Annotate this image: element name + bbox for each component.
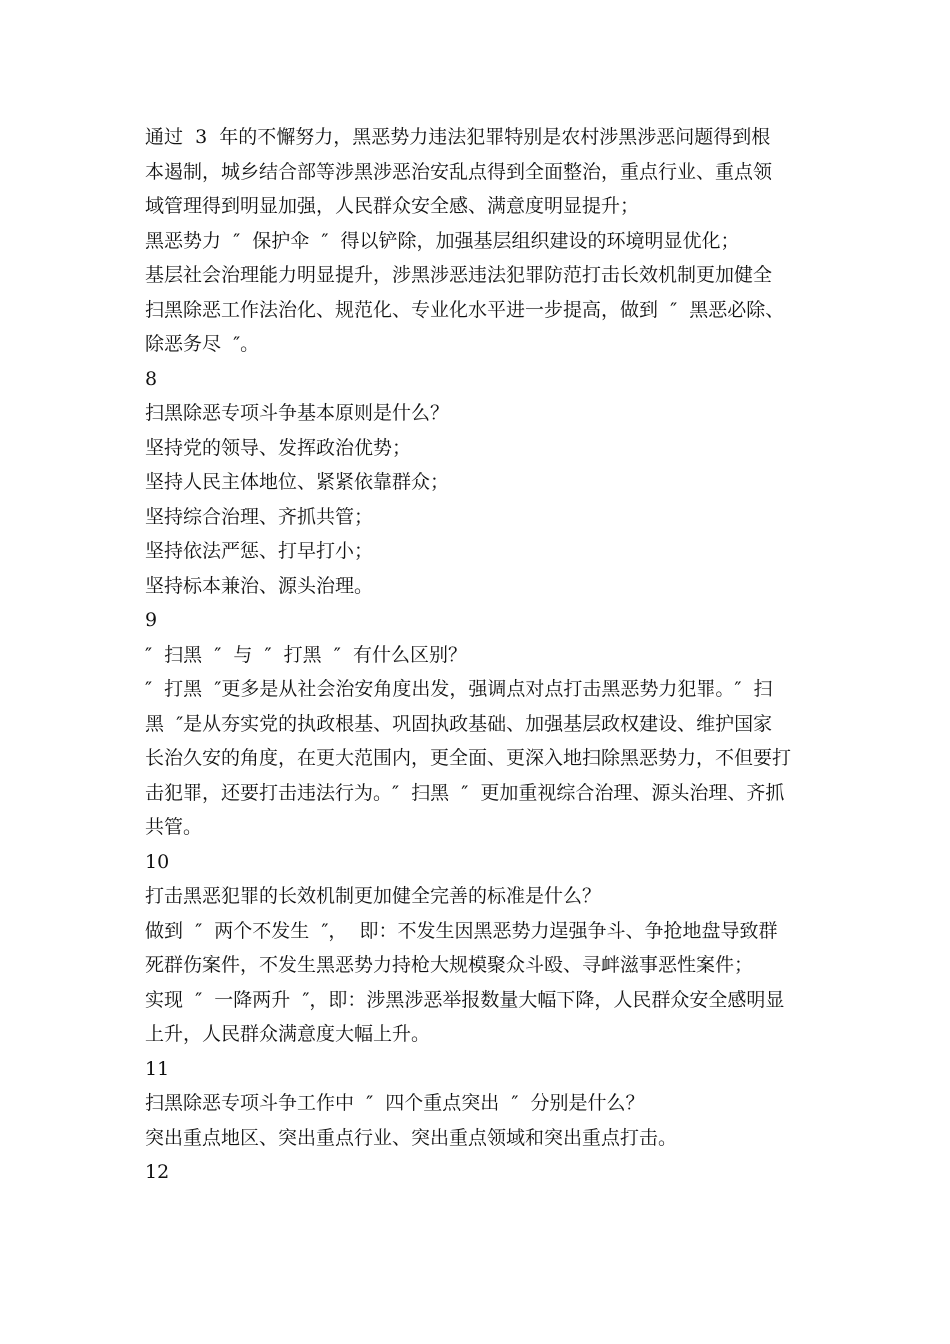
paragraph-line: 基层社会治理能力明显提升，涉黑涉恶违法犯罪防范打击长效机制更加健全	[145, 264, 773, 286]
section-number: 10	[145, 850, 170, 873]
question-heading: 扫黑除恶专项斗争基本原则是什么？	[145, 402, 450, 424]
answer-line: 实现 ″ 一降两升 ″，即：涉黑涉恶举报数量大幅下降，人民群众安全感明显	[145, 988, 785, 1011]
paragraph-line: 除恶务尽 ″。	[145, 333, 260, 355]
answer-line: 坚持人民主体地位、紧紧依靠群众；	[145, 471, 450, 493]
answer-line: ″ 打黑 ″更多是从社会治安角度出发，强调点对点打击黑恶势力犯罪。″ 扫	[145, 678, 773, 700]
document-body	[145, 120, 815, 1190]
section-number: 9	[145, 609, 158, 631]
answer-line: 坚持依法严惩、打早打小；	[145, 540, 374, 562]
question-heading: 打击黑恶犯罪的长效机制更加健全完善的标准是什么？	[145, 885, 602, 907]
section-number: 11	[145, 1057, 170, 1080]
answer-line: 击犯罪，还要打击违法行为。″ 扫黑 ″ 更加重视综合治理、源头治理、齐抓	[145, 781, 785, 804]
paragraph-line: 域管理得到明显加强，人民群众安全感、满意度明显提升；	[145, 195, 640, 217]
answer-line: 坚持标本兼治、源头治理。	[145, 574, 374, 597]
answer-line: 做到 ″ 两个不发生 ″， 即：不发生因黑恶势力逞强争斗、争抢地盘导致群	[145, 919, 778, 942]
paragraph-line: 黑恶势力 ″ 保护伞 ″ 得以铲除，加强基层组织建设的环境明显优化；	[145, 229, 740, 252]
answer-line: 黑 ″是从夯实党的执政根基、巩固执政基础、加强基层政权建设、维护国家	[145, 712, 773, 735]
answer-line: 突出重点地区、突出重点行业、突出重点领域和突出重点打击。	[145, 1126, 678, 1149]
section-number: 12	[145, 1161, 170, 1183]
answer-line: 死群伤案件，不发生黑恶势力持枪大规模聚众斗殴、寻衅滋事恶性案件；	[145, 954, 754, 976]
answer-line: 坚持党的领导、发挥政治优势；	[145, 436, 412, 459]
answer-line: 长治久安的角度，在更大范围内，更全面、更深入地扫除黑恶势力，不但要打	[145, 747, 792, 769]
paragraph-line: 通过 3 年的不懈努力，黑恶势力违法犯罪特别是农村涉黑涉恶问题得到根	[145, 126, 771, 148]
answer-line: 共管。	[145, 816, 203, 838]
paragraph-line: 本遏制，城乡结合部等涉黑涉恶治安乱点得到全面整治，重点行业、重点领	[145, 160, 773, 183]
section-number: 8	[145, 367, 158, 390]
paragraph-line: 扫黑除恶工作法治化、规范化、专业化水平进一步提高，做到 ″ 黑恶必除、	[145, 298, 785, 321]
answer-line: 上升，人民群众满意度大幅上升。	[145, 1023, 431, 1045]
answer-line: 坚持综合治理、齐抓共管；	[145, 505, 374, 528]
question-heading: 扫黑除恶专项斗争工作中 ″ 四个重点突出 ″ 分别是什么？	[145, 1092, 645, 1114]
question-heading: ″ 扫黑 ″ 与 ″ 打黑 ″ 有什么区别？	[145, 643, 467, 666]
